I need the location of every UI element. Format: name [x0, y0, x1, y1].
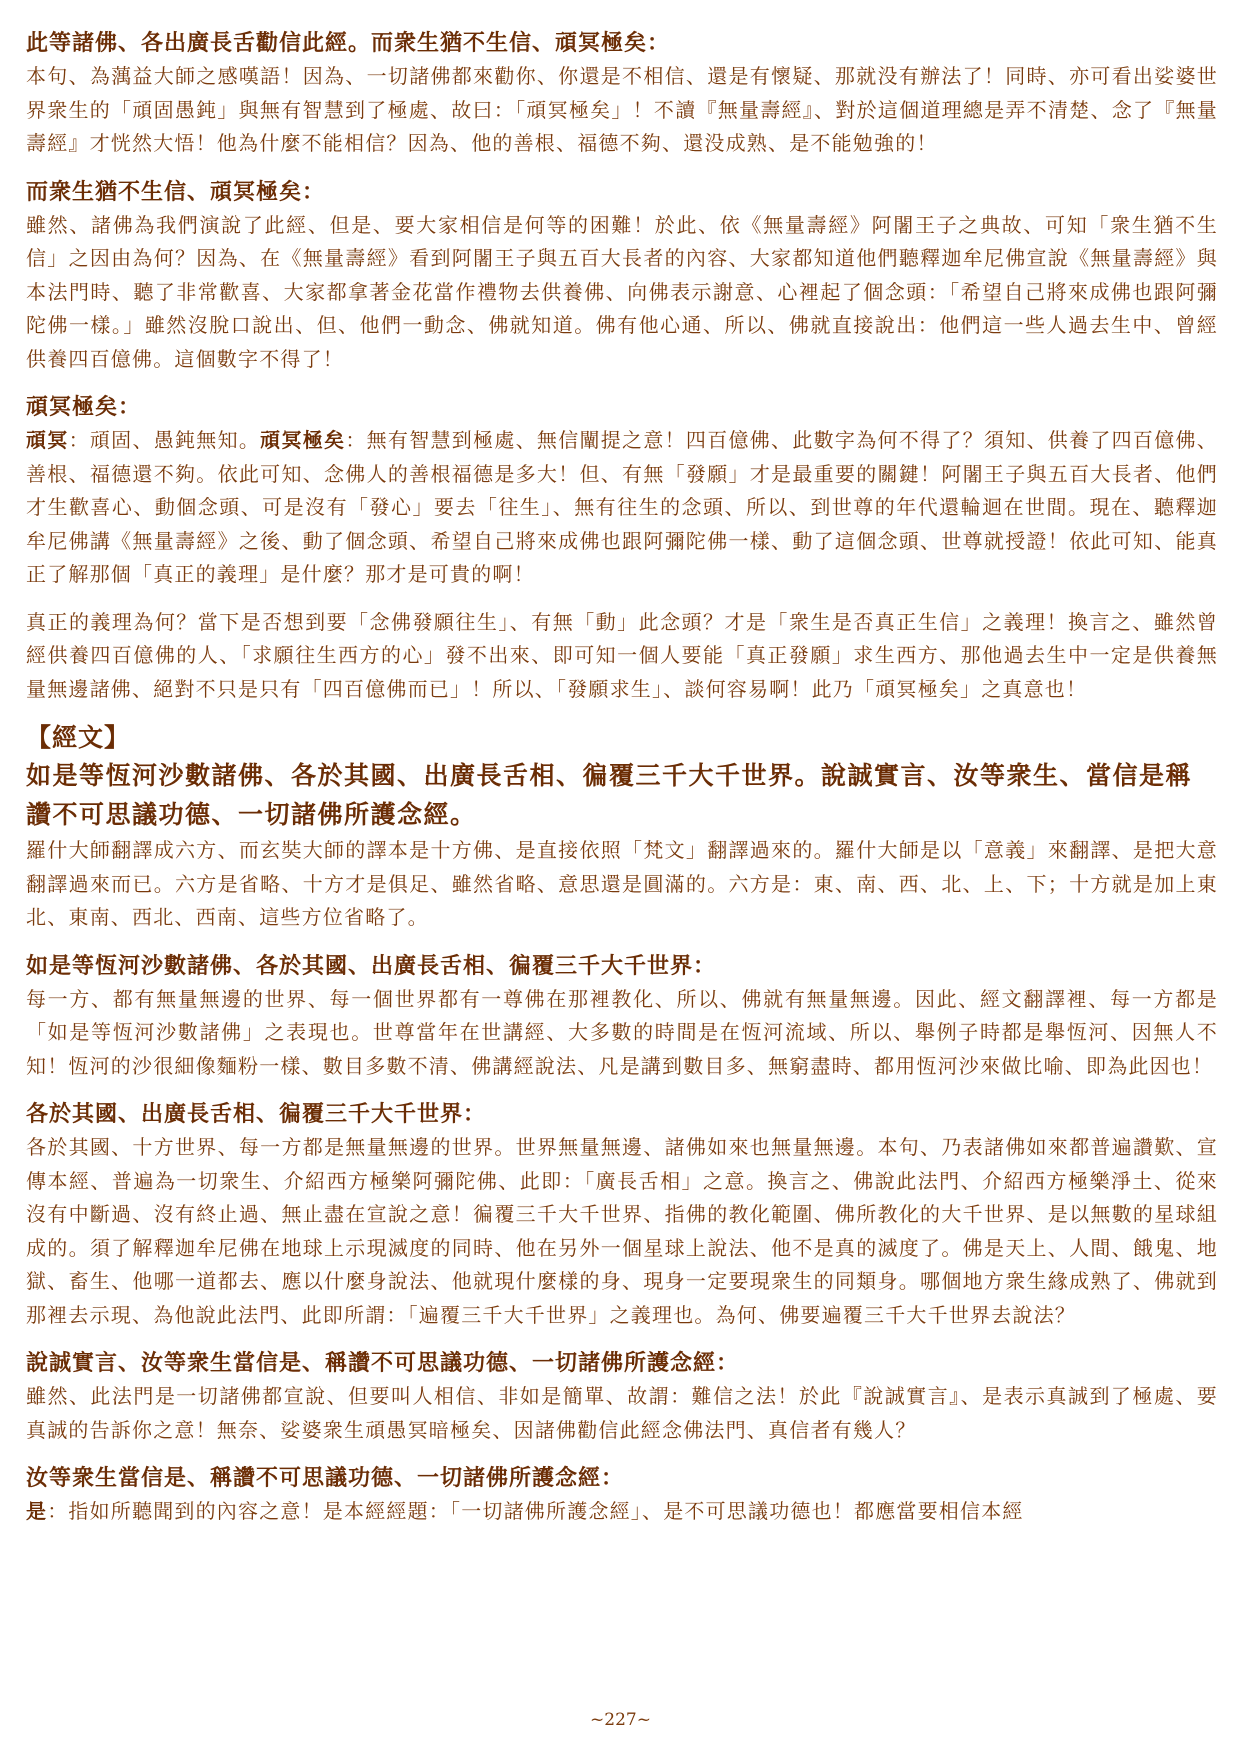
- section-heading: 說誠實言、汝等衆生當信是、稱讚不可思議功德、一切諸佛所護念經：: [26, 1350, 740, 1376]
- definition-paragraph: [26, 424, 1218, 592]
- term-label: 頑冥極矣: [260, 428, 346, 452]
- section-body: 羅什大師翻譯成六方、而玄奘大師的譯本是十方佛、是直接依照「梵文」翻譯過來的。羅什大師是以「意義」來翻譯、是把大意翻譯過來而已。六方是省略、十方才是俱足、雖然省略、意思還是圓滿的。六方是：東、南、西、北、上、下；十方就是加上東北、東南、西北、西南、這些方位省略了。: [26, 838, 1218, 929]
- sutra-text-label: 【經文】: [26, 723, 131, 752]
- term-label: 是: [26, 1499, 48, 1523]
- term-definition: ：指如所聽聞到的內容之意！是本經經題：「一切諸佛所護念經」、是不可思議功德也！都應當要相信本經: [47, 1499, 1024, 1523]
- term-definition: ：頑固、愚鈍無知。: [68, 428, 261, 452]
- section-body: 各於其國、十方世界、每一方都是無量無邊的世界。世界無量無邊、諸佛如來也無量無邊。本句、乃表諸佛如來都普遍讚歎、宣傳本經、普遍為一切衆生、介紹西方極樂阿彌陀佛、此即：「廣長舌相」之意。換言之、佛說此法門、介紹西方極樂淨土、從來沒有中斷過、沒有終止過、無止盡在宣說之意！徧覆三千大千世界、指佛的教化範圍、佛所教化的大千世界、是以無數的星球組成的。須了解釋迦牟尼佛在地球上示現滅度的同時、他在另外一個星球上說法、他不是真的滅度了。佛是天上、人間、餓鬼、地獄、畜生、他哪一道都去、應以什麼身說法、他就現什麼樣的身、現身一定要現衆生的同類身。哪個地方衆生緣成熟了、佛就到那裡去示現、為他說此法門、此即所謂：「遍覆三千大千世界」之義理也。為何、佛要遍覆三千大千世界去說法？: [26, 1135, 1218, 1327]
- section-heading: 此等諸佛、各出廣長舌勸信此經。而衆生猶不生信、頑冥極矣：: [26, 30, 671, 56]
- term-definition: ：無有智慧到極處、無信闡提之意！四百億佛、此數字為何不得了？須知、供養了四百億佛、善根、福德還不夠。依此可知、念佛人的善根福德是多大！但、有無「發願」才是最重要的關鍵！阿闍王子與五百大長者、他們才生歡喜心、動個念頭、可是沒有「發心」要去「往生」、無有往生的念頭、所以、到世尊的年代還輪迴在世間。現在、聽釋迦牟尼佛講《無量壽經》之後、動了個念頭、希望自己將來成佛也跟阿彌陀佛一樣、動了這個念頭、世尊就授證！依此可知、能真正了解那個「真正的義理」是什麼？那才是可貴的啊！: [26, 428, 1218, 586]
- page-number: ~227~: [590, 1710, 651, 1730]
- definition-paragraph: [26, 1495, 1218, 1529]
- section-heading: 如是等恆河沙數諸佛、各於其國、出廣長舌相、徧覆三千大千世界：: [26, 952, 717, 979]
- section-body: 本句、為蕅益大師之感嘆語！因為、一切諸佛都來勸你、你還是不相信、還是有懷疑、那就没有辦法了！同時、亦可看出娑婆世界衆生的「頑固愚鈍」與無有智慧到了極處、故曰：「頑冥極矣」！不讀『無量壽經』、對於這個道理總是弄不清楚、念了『無量壽經』才恍然大悟！他為什麼不能相信？因為、他的善根、福德不夠、還没成熟、是不能勉強的！: [26, 64, 1218, 155]
- term-label: 頑冥: [26, 428, 69, 452]
- page-content: [26, 26, 1218, 1529]
- section-body: 雖然、此法門是一切諸佛都宣說、但要叫人相信、非如是簡單、故謂：難信之法！於此『說誠實言』、是表示真誠到了極處、要真誠的告訴你之意！無奈、娑婆衆生頑愚冥暗極矣、因諸佛勸信此經念佛法門、真信者有幾人？: [26, 1384, 1218, 1442]
- section-heading: 汝等衆生當信是、稱讚不可思議功德、一切諸佛所護念經：: [26, 1465, 625, 1491]
- section-body: 真正的義理為何？當下是否想到要「念佛發願往生」、有無「動」此念頭？才是「衆生是否真正生信」之義理！換言之、雖然曾經供養四百億佛的人、「求願往生西方的心」發不出來、即可知一個人要能「真正發願」求生西方、那他過去生中一定是供養無量無邊諸佛、絕對不只是只有「四百億佛而已」！所以、「發願求生」、談何容易啊！此乃「頑冥極矣」之真意也！: [26, 609, 1218, 701]
- section-heading: 而衆生猶不生信、頑冥極矣：: [26, 178, 326, 205]
- sutra-text: 如是等恆河沙數諸佛、各於其國、出廣長舌相、徧覆三千大千世界。說誠實言、汝等衆生、當信是稱讚不可思議功德、一切諸佛所護念經。: [26, 761, 1193, 829]
- section-body: 雖然、諸佛為我們演說了此經、但是、要大家相信是何等的困難！於此、依《無量壽經》阿闍王子之典故、可知「衆生猶不生信」之因由為何？因為、在《無量壽經》看到阿闍王子與五百大長者的內容、大家都知道他們聽釋迦牟尼佛宣說《無量壽經》與本法門時、聽了非常歡喜、大家都拿著金花當作禮物去供養佛、向佛表示謝意、心裡起了個念頭：「希望自己將來成佛也跟阿彌陀佛一樣。」雖然沒脫口說出、但、他們一動念、佛就知道。佛有他心通、所以、佛就直接說出：他們這一些人過去生中、曾經供養四百億佛。這個數字不得了！: [26, 212, 1218, 371]
- section-heading: 各於其國、出廣長舌相、徧覆三千大千世界：: [26, 1101, 487, 1127]
- section-heading: 頑冥極矣：: [26, 394, 142, 420]
- section-body: 每一方、都有無量無邊的世界、每一個世界都有一尊佛在那裡教化、所以、佛就有無量無邊。因此、經文翻譯裡、每一方都是「如是等恆河沙數諸佛」之表現也。世尊當年在世講經、大多數的時間是在恆河流域、所以、舉例子時都是舉恆河、因無人不知！恆河的沙很細像麵粉一樣、數目多數不清、佛講經說法、凡是講到數目多、無窮盡時、都用恆河沙來做比喻、即為此因也！: [26, 986, 1218, 1078]
